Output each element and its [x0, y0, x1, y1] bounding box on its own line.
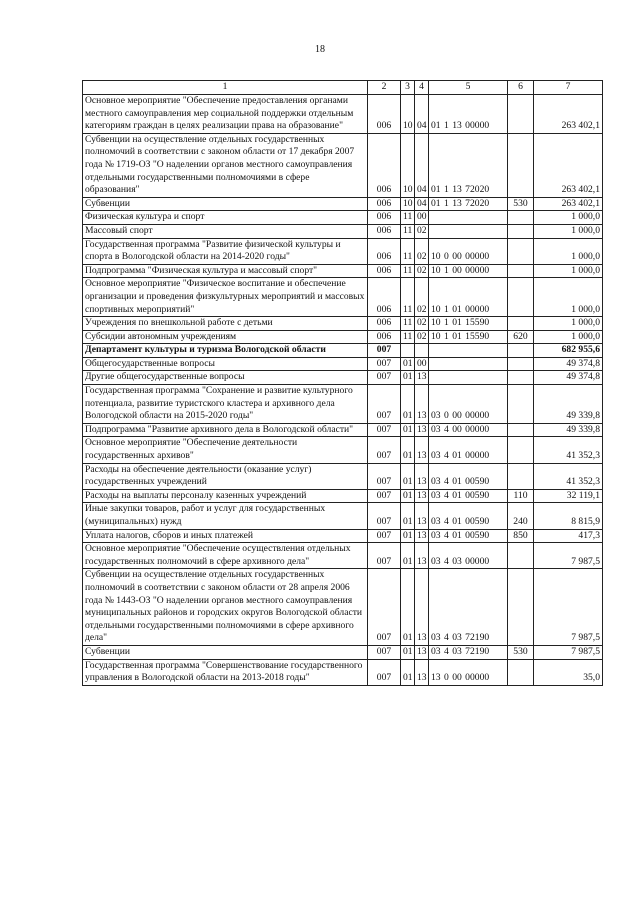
amount: 7 987,5: [534, 645, 603, 659]
header-cell: 5: [429, 81, 508, 95]
section-code: 11: [401, 264, 415, 278]
table-row: [83, 278, 603, 317]
section-code: 01: [401, 463, 415, 489]
amount: 49 339,8: [534, 385, 603, 424]
table-row: [83, 357, 603, 371]
admin-code: 007: [368, 423, 401, 437]
amount: 8 815,9: [534, 503, 603, 529]
target-article-code: 10 1 00 00000: [429, 264, 508, 278]
expense-type-code: [508, 659, 534, 685]
subsection-code: 04: [415, 133, 429, 197]
expense-type-code: [508, 95, 534, 134]
amount: 263 402,1: [534, 95, 603, 134]
expense-type-code: [508, 569, 534, 646]
amount: 32 119,1: [534, 489, 603, 503]
admin-code: 006: [368, 238, 401, 264]
subsection-code: 02: [415, 264, 429, 278]
admin-code: 007: [368, 503, 401, 529]
amount: 263 402,1: [534, 133, 603, 197]
subsection-code: 00: [415, 357, 429, 371]
row-name: Субвенции на осуществление отдельных государственных полномочий в соответствии с законом области от 28 апреля 2006 года № 1443-ОЗ "О наделении органов местного самоуправления муниципальных районов и городских округов Вологодской области отдельными государственными полномочиями в сфере архивного дела": [83, 569, 368, 646]
amount: 1 000,0: [534, 264, 603, 278]
page-number: 18: [315, 44, 325, 55]
row-name: Государственная программа "Развитие физической культуры и спорта в Вологодской области на 2014-2020 годы": [83, 238, 368, 264]
target-article-code: 01 1 13 72020: [429, 197, 508, 211]
target-article-code: [429, 211, 508, 225]
section-code: 01: [401, 357, 415, 371]
subsection-code: 02: [415, 238, 429, 264]
admin-code: 007: [368, 529, 401, 543]
amount: 49 374,8: [534, 371, 603, 385]
admin-code: 006: [368, 264, 401, 278]
admin-code: 006: [368, 330, 401, 344]
section-code: 01: [401, 489, 415, 503]
header-cell: 3: [401, 81, 415, 95]
section-code: 10: [401, 197, 415, 211]
target-article-code: 01 1 13 00000: [429, 95, 508, 134]
section-code: 01: [401, 385, 415, 424]
target-article-code: 10 1 01 15590: [429, 330, 508, 344]
target-article-code: 03 4 03 72190: [429, 569, 508, 646]
subsection-code: 02: [415, 330, 429, 344]
admin-code: 007: [368, 437, 401, 463]
expense-type-code: 530: [508, 645, 534, 659]
subsection-code: 04: [415, 197, 429, 211]
amount: 1 000,0: [534, 238, 603, 264]
amount: 417,3: [534, 529, 603, 543]
table-row: [83, 543, 603, 569]
expense-type-code: 530: [508, 197, 534, 211]
amount: 1 000,0: [534, 317, 603, 331]
admin-code: 006: [368, 278, 401, 317]
admin-code: 007: [368, 659, 401, 685]
table-row: [83, 437, 603, 463]
admin-code: 007: [368, 569, 401, 646]
target-article-code: [429, 371, 508, 385]
header-cell: 1: [83, 81, 368, 95]
admin-code: 007: [368, 371, 401, 385]
expense-type-code: [508, 371, 534, 385]
row-name: Субсидии автономным учреждениям: [83, 330, 368, 344]
target-article-code: 03 4 01 00590: [429, 503, 508, 529]
target-article-code: 03 4 00 00000: [429, 423, 508, 437]
expense-type-code: [508, 437, 534, 463]
table-row: [83, 423, 603, 437]
row-name: Расходы на выплаты персоналу казенных учреждений: [83, 489, 368, 503]
subsection-code: 13: [415, 371, 429, 385]
target-article-code: 01 1 13 72020: [429, 133, 508, 197]
row-name: Расходы на обеспечение деятельности (оказание услуг) государственных учреждений: [83, 463, 368, 489]
row-name: Департамент культуры и туризма Вологодской области: [83, 344, 368, 358]
row-name: Уплата налогов, сборов и иных платежей: [83, 529, 368, 543]
amount: 1 000,0: [534, 278, 603, 317]
section-code: 11: [401, 211, 415, 225]
amount: 1 000,0: [534, 211, 603, 225]
section-code: 10: [401, 95, 415, 134]
target-article-code: 03 4 01 00590: [429, 489, 508, 503]
section-code: 01: [401, 423, 415, 437]
subsection-code: 13: [415, 385, 429, 424]
subsection-code: 13: [415, 529, 429, 543]
header-cell: 7: [534, 81, 603, 95]
table-row: [83, 385, 603, 424]
expense-type-code: 620: [508, 330, 534, 344]
admin-code: 007: [368, 463, 401, 489]
amount: 1 000,0: [534, 224, 603, 238]
amount: 7 987,5: [534, 543, 603, 569]
admin-code: 007: [368, 489, 401, 503]
subsection-code: 13: [415, 423, 429, 437]
section-code: 01: [401, 529, 415, 543]
expense-type-code: [508, 224, 534, 238]
admin-code: 007: [368, 357, 401, 371]
row-name: Иные закупки товаров, работ и услуг для государственных (муниципальных) нужд: [83, 503, 368, 529]
target-article-code: 10 0 00 00000: [429, 238, 508, 264]
admin-code: 006: [368, 197, 401, 211]
expense-type-code: [508, 211, 534, 225]
row-name: Субвенции на осуществление отдельных государственных полномочий в соответствии с законом области от 17 декабря 2007 года № 1719-ОЗ "О наделении органов местного самоуправления отдельными государственными полномочиями в сфере образования": [83, 133, 368, 197]
section-code: 11: [401, 330, 415, 344]
admin-code: 006: [368, 133, 401, 197]
expense-type-code: [508, 133, 534, 197]
target-article-code: 03 4 01 00590: [429, 463, 508, 489]
table-row: [83, 211, 603, 225]
expense-type-code: [508, 357, 534, 371]
subsection-code: 13: [415, 569, 429, 646]
header-row: [83, 81, 603, 95]
subsection-code: [415, 344, 429, 358]
section-code: 01: [401, 543, 415, 569]
table-row: [83, 371, 603, 385]
section-code: 01: [401, 659, 415, 685]
section-code: 01: [401, 437, 415, 463]
row-name: Общегосударственные вопросы: [83, 357, 368, 371]
subsection-code: 13: [415, 489, 429, 503]
amount: 41 352,3: [534, 437, 603, 463]
subsection-code: 13: [415, 503, 429, 529]
expense-type-code: [508, 385, 534, 424]
expense-type-code: [508, 264, 534, 278]
amount: 263 402,1: [534, 197, 603, 211]
budget-table: [82, 80, 603, 686]
row-name: Субвенции: [83, 645, 368, 659]
target-article-code: 10 1 01 00000: [429, 278, 508, 317]
expense-type-code: 850: [508, 529, 534, 543]
target-article-code: [429, 224, 508, 238]
target-article-code: 03 4 01 00000: [429, 437, 508, 463]
admin-code: 006: [368, 224, 401, 238]
row-name: Государственная программа "Сохранение и развитие культурного потенциала, развитие туристского кластера и архивного дела Вологодской области на 2015-2020 годы": [83, 385, 368, 424]
subsection-code: 02: [415, 278, 429, 317]
table-row: [83, 344, 603, 358]
table-row: [83, 238, 603, 264]
table-row: [83, 503, 603, 529]
row-name: Основное мероприятие "Физическое воспитание и обеспечение организации и проведения физкультурных мероприятий и массовых спортивных мероприятий": [83, 278, 368, 317]
row-name: Массовый спорт: [83, 224, 368, 238]
row-name: Основное мероприятие "Обеспечение деятельности государственных архивов": [83, 437, 368, 463]
row-name: Подпрограмма "Физическая культура и массовый спорт": [83, 264, 368, 278]
amount: 49 374,8: [534, 357, 603, 371]
target-article-code: [429, 357, 508, 371]
row-name: Государственная программа "Совершенствование государственного управления в Вологодской области на 2013-2018 годы": [83, 659, 368, 685]
section-code: 01: [401, 645, 415, 659]
table-row: [83, 317, 603, 331]
expense-type-code: [508, 317, 534, 331]
section-code: 01: [401, 371, 415, 385]
subsection-code: 02: [415, 224, 429, 238]
subsection-code: 13: [415, 463, 429, 489]
subsection-code: 13: [415, 543, 429, 569]
section-code: 11: [401, 317, 415, 331]
header-cell: 6: [508, 81, 534, 95]
target-article-code: 03 4 01 00590: [429, 529, 508, 543]
expense-type-code: 110: [508, 489, 534, 503]
row-name: Физическая культура и спорт: [83, 211, 368, 225]
amount: 682 955,6: [534, 344, 603, 358]
section-code: 11: [401, 224, 415, 238]
expense-type-code: [508, 344, 534, 358]
expense-type-code: [508, 238, 534, 264]
row-name: Основное мероприятие "Обеспечение предоставления органами местного самоуправления мер социальной поддержки отдельным категориям граждан в целях реализации права на образование": [83, 95, 368, 134]
admin-code: 007: [368, 543, 401, 569]
table-row: [83, 264, 603, 278]
admin-code: 007: [368, 344, 401, 358]
expense-type-code: [508, 278, 534, 317]
section-code: 01: [401, 569, 415, 646]
target-article-code: 03 4 03 72190: [429, 645, 508, 659]
row-name: Субвенции: [83, 197, 368, 211]
table-row: [83, 224, 603, 238]
section-code: 10: [401, 133, 415, 197]
table-row: [83, 489, 603, 503]
target-article-code: 10 1 01 15590: [429, 317, 508, 331]
target-article-code: [429, 344, 508, 358]
amount: 1 000,0: [534, 330, 603, 344]
subsection-code: 02: [415, 317, 429, 331]
row-name: Основное мероприятие "Обеспечение осуществления отдельных государственных полномочий в сфере архивного дела": [83, 543, 368, 569]
amount: 35,0: [534, 659, 603, 685]
subsection-code: 04: [415, 95, 429, 134]
subsection-code: 13: [415, 659, 429, 685]
admin-code: 006: [368, 317, 401, 331]
table-row: [83, 95, 603, 134]
admin-code: 007: [368, 385, 401, 424]
target-article-code: 03 0 00 00000: [429, 385, 508, 424]
subsection-code: 00: [415, 211, 429, 225]
amount: 49 339,8: [534, 423, 603, 437]
admin-code: 006: [368, 211, 401, 225]
header-cell: 2: [368, 81, 401, 95]
expense-type-code: [508, 423, 534, 437]
target-article-code: 03 4 03 00000: [429, 543, 508, 569]
row-name: Другие общегосударственные вопросы: [83, 371, 368, 385]
section-code: [401, 344, 415, 358]
table-row: [83, 529, 603, 543]
section-code: 11: [401, 238, 415, 264]
header-cell: 4: [415, 81, 429, 95]
table-row: [83, 330, 603, 344]
section-code: 01: [401, 503, 415, 529]
table-row: [83, 659, 603, 685]
admin-code: 007: [368, 645, 401, 659]
expense-type-code: [508, 463, 534, 489]
amount: 7 987,5: [534, 569, 603, 646]
table-row: [83, 645, 603, 659]
admin-code: 006: [368, 95, 401, 134]
expense-type-code: [508, 543, 534, 569]
expense-type-code: 240: [508, 503, 534, 529]
subsection-code: 13: [415, 645, 429, 659]
table-row: [83, 197, 603, 211]
table-row: [83, 463, 603, 489]
amount: 41 352,3: [534, 463, 603, 489]
table-row: [83, 569, 603, 646]
row-name: Подпрограмма "Развитие архивного дела в Вологодской области": [83, 423, 368, 437]
section-code: 11: [401, 278, 415, 317]
table-row: [83, 133, 603, 197]
subsection-code: 13: [415, 437, 429, 463]
row-name: Учреждения по внешкольной работе с детьми: [83, 317, 368, 331]
target-article-code: 13 0 00 00000: [429, 659, 508, 685]
